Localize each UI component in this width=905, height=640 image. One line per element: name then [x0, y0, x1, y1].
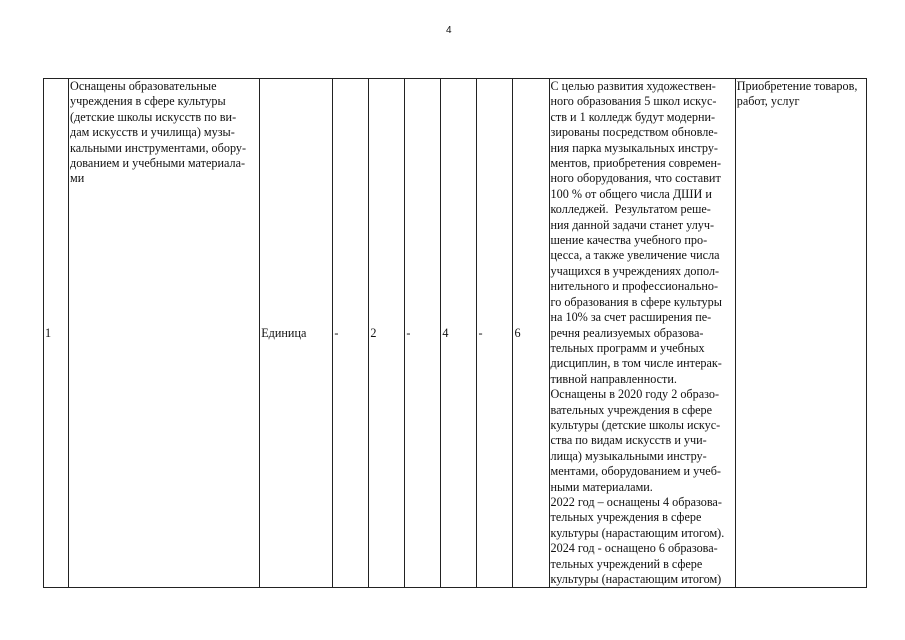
result-type: Приобретение товаров, работ, услуг: [736, 79, 858, 109]
value-cell-2: [369, 79, 405, 588]
value-cell-1: [333, 79, 369, 588]
result-name-cell: [69, 79, 260, 588]
value-cell-4: [441, 79, 477, 588]
result-description: С целью развития художествен- ного образования 5 школ искус- ств и 1 колледж будут модерни- зированы посредством обновле- ния парка музыкальных инстру- ментов, приобретения современ- ного оборудования, что составит 100 % от общего числа ДШИ и колледжей. Результатом реше- ния данной задачи станет улуч- шение качества учебного про- цесса, а также увеличение числа учащихся в учреждениях допол- нительного и профессионально- го образования в сфере культуры на 10% за счет расширения пе- речня реализуемых образова- тельных программ и учебных дисциплин, в том числе интерак- тивной направленности. Оснащены в 2020 году 2 образо- вательных учреждения в сфере культуры (детские школы искус- ства по видам искусств и учи- лища) музыкальными инстру- ментами, оборудованием и учеб- ными материалами. 2022 год – оснащены 4 образова- тельных учреждения в сфере культуры (нарастающим итогом). 2024 год - оснащено 6 образова- тельных учреждений в сфере культуры (нарастающим итогом): [550, 79, 725, 586]
unit-label: Единица: [261, 325, 307, 340]
unit-cell: [260, 79, 333, 588]
row-index-cell: [44, 79, 69, 588]
page-number: 4: [446, 25, 452, 36]
value-4: 4: [442, 325, 449, 340]
value-3: -: [406, 325, 411, 340]
result-type-cell: [735, 79, 866, 588]
row-index: 1: [45, 325, 52, 340]
description-cell: [549, 79, 735, 588]
value-5: -: [478, 325, 483, 340]
result-name: Оснащены образовательные учреждения в сфере культуры (детские школы искусств по ви- дам искусств и училища) музы- кальными инструментами, обору- дованием и учебными материала- ми: [70, 79, 247, 186]
value-6: 6: [514, 325, 521, 340]
value-cell-5: [477, 79, 513, 588]
value-2: 2: [370, 325, 377, 340]
value-cell-6: [513, 79, 549, 588]
results-table: [43, 78, 867, 588]
value-cell-3: [405, 79, 441, 588]
table-row: [44, 79, 867, 588]
value-1: -: [334, 325, 339, 340]
